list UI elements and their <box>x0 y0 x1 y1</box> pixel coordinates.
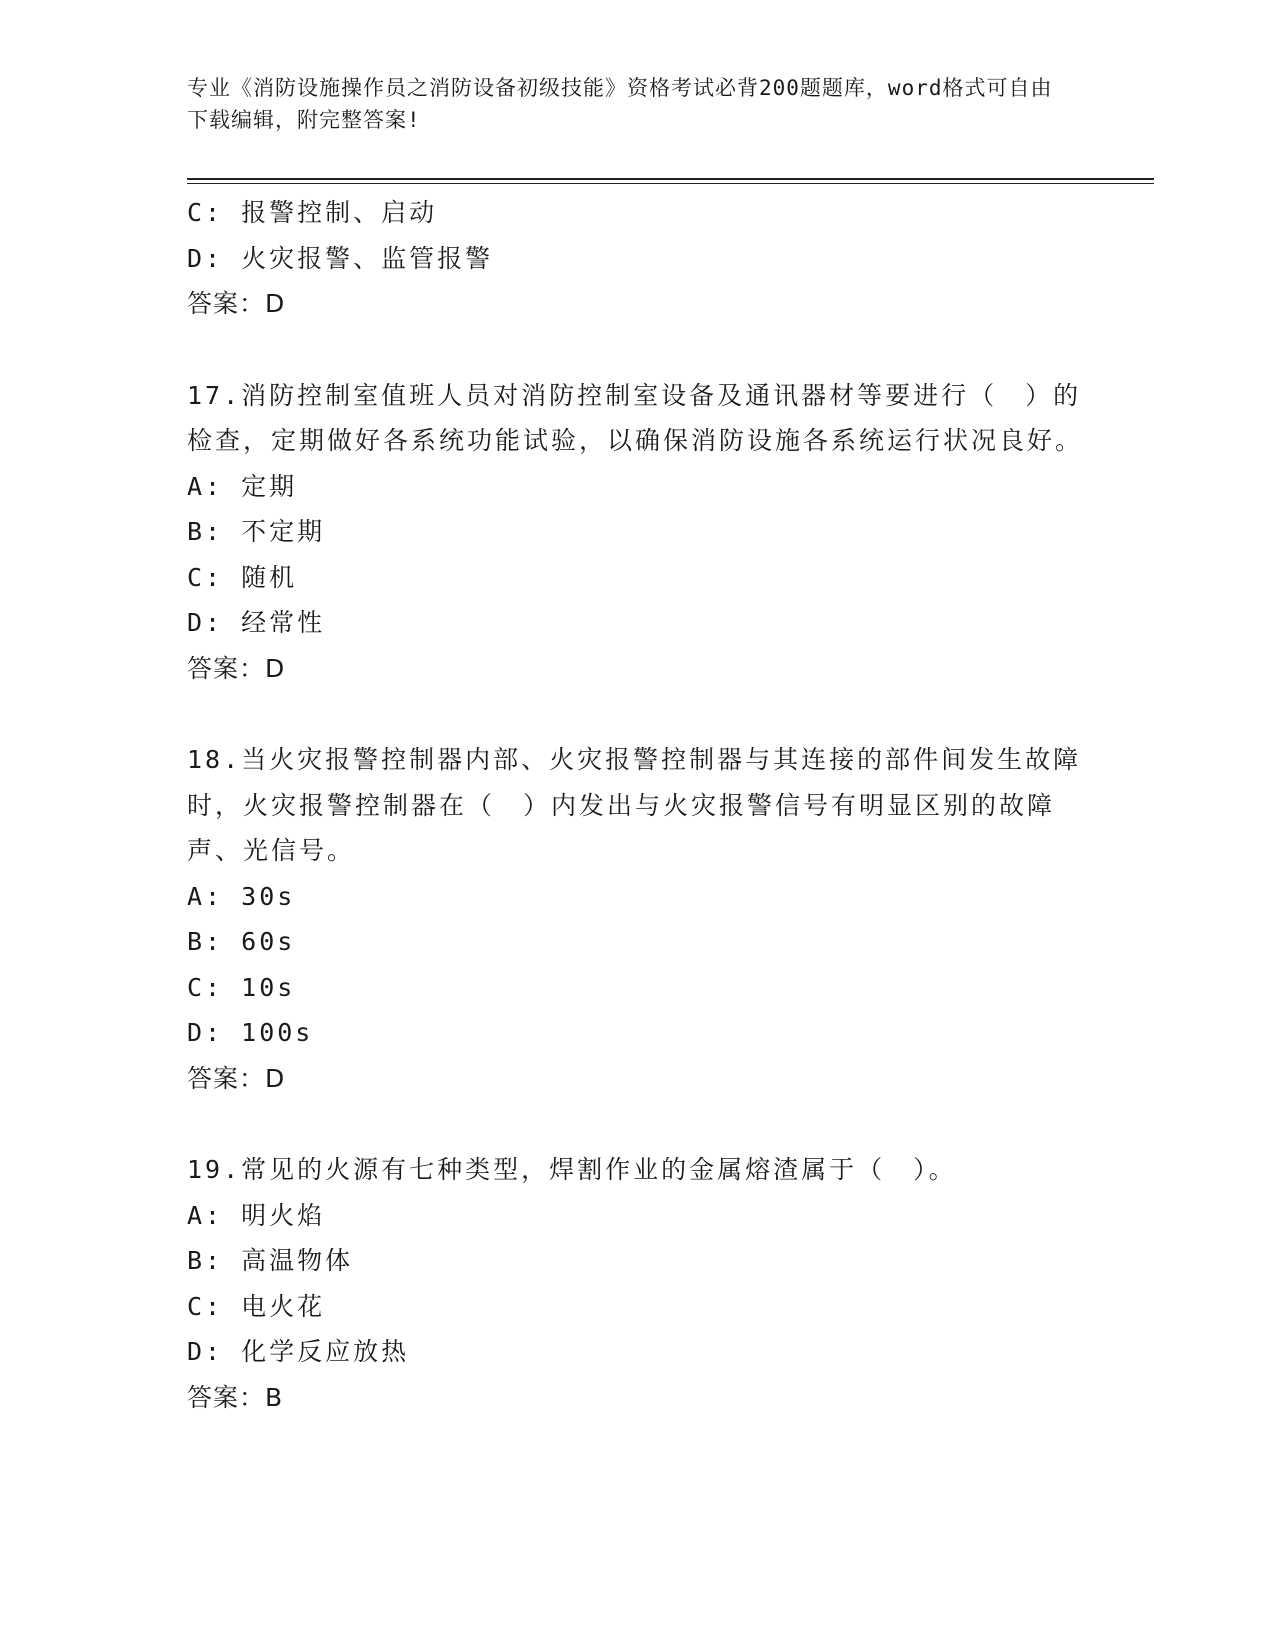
question-text: 19.常见的火源有七种类型，焊割作业的金属熔渣属于（ ）。 <box>187 1155 957 1184</box>
spacer <box>187 691 1087 737</box>
answer-line: 答案：D <box>187 1063 286 1093</box>
option-d: D: 经常性 <box>187 608 326 637</box>
option-a: A: 明火焰 <box>187 1200 326 1230</box>
option-a: A: 定期 <box>187 471 298 501</box>
question-19 <box>187 1147 1087 1420</box>
question-17 <box>187 373 1087 692</box>
option-c: C: 随机 <box>187 562 298 592</box>
option-d: D: 火灾报警、监管报警 <box>187 243 494 273</box>
option-d: D: 化学反应放热 <box>187 1337 410 1366</box>
spacer <box>187 1101 1087 1147</box>
question-text: 18.当火灾报警控制器内部、火灾报警控制器与其连接的部件间发生故障时，火灾报警控制器在（ ）内发出与火灾报警信号有明显区别的故障声、光信号。 <box>187 745 1082 865</box>
option-b: B: 不定期 <box>187 517 326 546</box>
spacer <box>187 327 1087 373</box>
option-c: C: 10s <box>187 972 296 1002</box>
answer-line: 答案：D <box>187 653 286 683</box>
header-divider-thick <box>187 178 1154 180</box>
option-c: C: 报警控制、启动 <box>187 198 438 227</box>
question-content <box>187 190 1087 1420</box>
option-b: B: 60s <box>187 927 296 956</box>
option-b: B: 高温物体 <box>187 1246 354 1275</box>
prev-question-block <box>187 190 1087 327</box>
question-text: 17.消防控制室值班人员对消防控制室设备及通讯器材等要进行（ ）的检查，定期做好各系统功能试验，以确保消防设施各系统运行状况良好。 <box>187 380 1084 455</box>
question-18 <box>187 737 1087 1101</box>
option-a: A: 30s <box>187 881 296 911</box>
answer-line: 答案：B <box>187 1382 284 1412</box>
page-header: 专业《消防设施操作员之消防设备初级技能》资格考试必背200题题库，word格式可自由下载编辑，附完整答案! <box>187 76 1053 132</box>
header-divider-thin <box>187 183 1154 184</box>
answer-line: 答案：D <box>187 289 286 318</box>
option-c: C: 电火花 <box>187 1291 326 1321</box>
option-d: D: 100s <box>187 1018 314 1047</box>
